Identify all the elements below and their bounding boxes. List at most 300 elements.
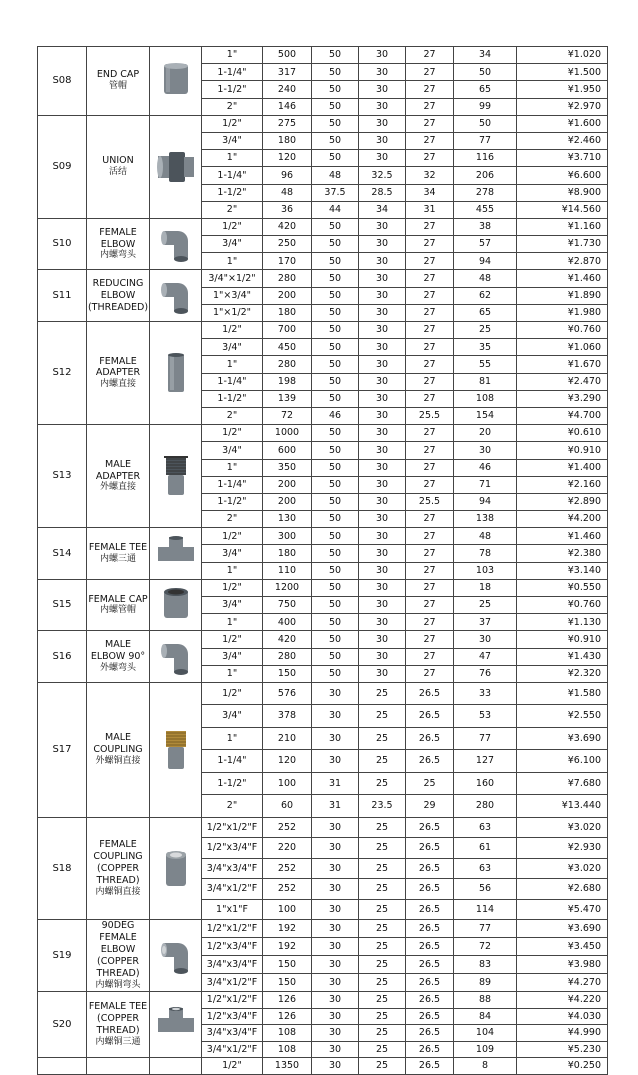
cell-size: 3/4"x1/2"F xyxy=(202,974,263,992)
cell-weight: 63 xyxy=(454,817,517,838)
cell-quantity: 48 xyxy=(263,184,312,201)
cell-dim-h: 27 xyxy=(406,270,454,287)
cell-price: ¥0.910 xyxy=(517,442,608,459)
cell-dim-w: 30 xyxy=(359,322,406,339)
cell-dim-w: 25 xyxy=(359,1058,406,1075)
product-name-en: FEMALE CAP xyxy=(88,593,148,605)
cell-dim-h: 27 xyxy=(406,47,454,64)
cell-quantity: 420 xyxy=(263,631,312,648)
cell-price: ¥1.160 xyxy=(517,218,608,235)
cell-dim-w: 25 xyxy=(359,899,406,920)
product-name-en: REDUCING ELBOW (THREADED) xyxy=(87,277,149,313)
cell-size: 3/4"×1/2" xyxy=(202,270,263,287)
product-name-en: 90DEG FEMALE ELBOW (COPPER THREAD) xyxy=(96,920,140,979)
product-name-en: MALE ELBOW 90° xyxy=(90,639,146,663)
cell-size: 1" xyxy=(202,614,263,631)
cell-dim-l: 50 xyxy=(312,425,359,442)
cell-dim-h: 27 xyxy=(406,528,454,545)
table-row xyxy=(38,47,608,64)
cell-quantity: 146 xyxy=(263,98,312,115)
product-name-en: FEMALE ELBOW xyxy=(99,226,137,250)
cell-quantity: 1350 xyxy=(263,1058,312,1075)
cell-weight: 48 xyxy=(454,528,517,545)
cell-dim-w: 32.5 xyxy=(359,167,406,184)
cell-quantity: 400 xyxy=(263,614,312,631)
cell-dim-w: 30 xyxy=(359,81,406,98)
cell-price: ¥1.460 xyxy=(517,528,608,545)
cell-weight: 127 xyxy=(454,750,517,773)
cell-dim-l: 50 xyxy=(312,528,359,545)
elbow-fitting-icon xyxy=(154,221,198,267)
cell-quantity: 72 xyxy=(263,407,312,424)
product-code: S19 xyxy=(38,920,87,992)
product-code: S13 xyxy=(38,425,87,528)
cell-dim-l: 50 xyxy=(312,270,359,287)
product-name xyxy=(87,218,150,270)
cell-weight: 46 xyxy=(454,459,517,476)
cell-dim-w: 30 xyxy=(359,562,406,579)
cell-quantity: 378 xyxy=(263,705,312,728)
cell-dim-w: 23.5 xyxy=(359,795,406,818)
cell-dim-h: 34 xyxy=(406,184,454,201)
cell-quantity: 120 xyxy=(263,150,312,167)
cell-price: ¥2.320 xyxy=(517,665,608,682)
cell-weight: 88 xyxy=(454,992,517,1009)
cell-price: ¥7.680 xyxy=(517,772,608,795)
cell-price: ¥2.890 xyxy=(517,493,608,510)
cell-dim-h: 26.5 xyxy=(406,974,454,992)
cell-quantity: 120 xyxy=(263,750,312,773)
cell-dim-l: 50 xyxy=(312,511,359,528)
cell-size: 1"x1"F xyxy=(202,899,263,920)
cell-quantity: 180 xyxy=(263,545,312,562)
cell-dim-w: 30 xyxy=(359,287,406,304)
product-code xyxy=(38,1058,87,1075)
cell-dim-h: 27 xyxy=(406,218,454,235)
cell-size: 1/2" xyxy=(202,322,263,339)
cell-dim-w: 28.5 xyxy=(359,184,406,201)
table-row xyxy=(38,528,608,545)
cell-weight: 83 xyxy=(454,956,517,974)
cell-size: 3/4"x3/4"F xyxy=(202,1025,263,1042)
cell-dim-l: 30 xyxy=(312,938,359,956)
cell-dim-l: 50 xyxy=(312,304,359,321)
cell-dim-l: 30 xyxy=(312,1025,359,1042)
product-code: S16 xyxy=(38,631,87,683)
cell-size: 3/4"x1/2"F xyxy=(202,1041,263,1058)
cell-weight: 77 xyxy=(454,920,517,938)
cell-weight: 77 xyxy=(454,132,517,149)
cell-size: 1" xyxy=(202,727,263,750)
cell-dim-w: 25 xyxy=(359,682,406,705)
cell-weight: 81 xyxy=(454,373,517,390)
cell-quantity: 200 xyxy=(263,287,312,304)
cell-dim-h: 26.5 xyxy=(406,1025,454,1042)
cell-dim-l: 50 xyxy=(312,356,359,373)
product-code: S18 xyxy=(38,817,87,920)
cell-dim-h: 26.5 xyxy=(406,938,454,956)
cell-dim-w: 30 xyxy=(359,218,406,235)
cell-price: ¥1.400 xyxy=(517,459,608,476)
cell-dim-h: 27 xyxy=(406,562,454,579)
cell-price: ¥1.950 xyxy=(517,81,608,98)
cell-quantity: 180 xyxy=(263,132,312,149)
cell-dim-h: 27 xyxy=(406,597,454,614)
product-name-cn: 内螺铜弯头 xyxy=(95,979,141,990)
cell-quantity: 500 xyxy=(263,47,312,64)
cell-dim-l: 50 xyxy=(312,98,359,115)
cell-quantity: 150 xyxy=(263,665,312,682)
cell-quantity: 450 xyxy=(263,339,312,356)
cell-dim-w: 30 xyxy=(359,98,406,115)
cell-size: 3/4" xyxy=(202,597,263,614)
cell-quantity: 108 xyxy=(263,1025,312,1042)
cell-weight: 47 xyxy=(454,648,517,665)
product-code: S11 xyxy=(38,270,87,322)
cell-dim-h: 27 xyxy=(406,81,454,98)
cell-dim-w: 30 xyxy=(359,236,406,253)
cell-size: 1/2"x3/4"F xyxy=(202,938,263,956)
cell-dim-l: 50 xyxy=(312,81,359,98)
product-image xyxy=(150,47,202,116)
product-name xyxy=(87,528,150,580)
cell-dim-l: 30 xyxy=(312,682,359,705)
cell-price: ¥2.870 xyxy=(517,253,608,270)
cell-quantity: 192 xyxy=(263,920,312,938)
product-name-cn: 内螺铜直接 xyxy=(95,886,141,897)
table-row xyxy=(38,425,608,442)
product-image xyxy=(150,992,202,1058)
cell-dim-l: 30 xyxy=(312,705,359,728)
cell-price: ¥1.020 xyxy=(517,47,608,64)
cell-price: ¥1.500 xyxy=(517,64,608,81)
cell-quantity: 36 xyxy=(263,201,312,218)
cell-dim-h: 26.5 xyxy=(406,1008,454,1025)
cell-size: 2" xyxy=(202,795,263,818)
cell-dim-w: 30 xyxy=(359,270,406,287)
cell-weight: 18 xyxy=(454,579,517,596)
cell-weight: 34 xyxy=(454,47,517,64)
cell-dim-h: 26.5 xyxy=(406,838,454,859)
cell-dim-h: 27 xyxy=(406,425,454,442)
cell-quantity: 280 xyxy=(263,648,312,665)
cell-dim-h: 26.5 xyxy=(406,750,454,773)
product-name-en: END CAP xyxy=(96,69,140,81)
cell-size: 3/4" xyxy=(202,648,263,665)
product-name xyxy=(87,322,150,425)
product-name xyxy=(87,920,150,992)
cell-dim-h: 25.5 xyxy=(406,407,454,424)
tee-fitting-icon xyxy=(154,531,198,577)
cell-size: 1" xyxy=(202,253,263,270)
cell-price: ¥5.470 xyxy=(517,899,608,920)
cell-dim-w: 30 xyxy=(359,132,406,149)
cell-dim-h: 26.5 xyxy=(406,920,454,938)
product-image xyxy=(150,528,202,580)
cell-price: ¥1.580 xyxy=(517,682,608,705)
cell-quantity: 1000 xyxy=(263,425,312,442)
cell-weight: 33 xyxy=(454,682,517,705)
product-image xyxy=(150,579,202,631)
cell-dim-w: 25 xyxy=(359,705,406,728)
cell-dim-h: 27 xyxy=(406,253,454,270)
cell-weight: 116 xyxy=(454,150,517,167)
cell-weight: 154 xyxy=(454,407,517,424)
cell-dim-l: 50 xyxy=(312,648,359,665)
product-name xyxy=(87,992,150,1058)
cell-price: ¥3.450 xyxy=(517,938,608,956)
cell-dim-w: 30 xyxy=(359,407,406,424)
cell-size: 3/4" xyxy=(202,705,263,728)
cell-size: 3/4" xyxy=(202,545,263,562)
adapter-fitting-icon xyxy=(154,350,198,396)
cell-dim-w: 30 xyxy=(359,631,406,648)
cell-dim-w: 30 xyxy=(359,597,406,614)
cell-weight: 8 xyxy=(454,1058,517,1075)
cell-dim-l: 50 xyxy=(312,390,359,407)
cell-dim-l: 50 xyxy=(312,631,359,648)
cell-dim-l: 50 xyxy=(312,287,359,304)
cell-dim-w: 30 xyxy=(359,528,406,545)
cell-dim-h: 27 xyxy=(406,322,454,339)
cell-quantity: 1200 xyxy=(263,579,312,596)
cell-weight: 84 xyxy=(454,1008,517,1025)
cell-dim-l: 50 xyxy=(312,253,359,270)
product-image xyxy=(150,115,202,218)
cell-dim-l: 30 xyxy=(312,920,359,938)
cell-dim-h: 26.5 xyxy=(406,879,454,900)
cell-weight: 30 xyxy=(454,631,517,648)
cell-dim-l: 30 xyxy=(312,974,359,992)
cell-dim-l: 30 xyxy=(312,1041,359,1058)
cell-size: 1/2" xyxy=(202,682,263,705)
cell-quantity: 252 xyxy=(263,879,312,900)
cell-weight: 278 xyxy=(454,184,517,201)
product-name-en: MALE ADAPTER xyxy=(95,458,141,482)
product-code: S10 xyxy=(38,218,87,270)
cell-dim-w: 25 xyxy=(359,750,406,773)
cell-dim-w: 30 xyxy=(359,115,406,132)
product-code: S15 xyxy=(38,579,87,631)
cell-weight: 50 xyxy=(454,64,517,81)
product-name-en: FEMALE TEE xyxy=(88,541,148,553)
cell-quantity: 600 xyxy=(263,442,312,459)
cell-dim-w: 30 xyxy=(359,665,406,682)
cell-price: ¥13.440 xyxy=(517,795,608,818)
cell-dim-l: 50 xyxy=(312,476,359,493)
product-code: S08 xyxy=(38,47,87,116)
cell-price: ¥4.220 xyxy=(517,992,608,1009)
cell-dim-h: 27 xyxy=(406,648,454,665)
cell-size: 2" xyxy=(202,407,263,424)
cell-dim-h: 27 xyxy=(406,236,454,253)
cell-weight: 53 xyxy=(454,705,517,728)
cell-size: 1" xyxy=(202,459,263,476)
table-row xyxy=(38,682,608,705)
cell-weight: 104 xyxy=(454,1025,517,1042)
cell-price: ¥2.680 xyxy=(517,879,608,900)
cell-price: ¥2.460 xyxy=(517,132,608,149)
cell-dim-l: 50 xyxy=(312,579,359,596)
cell-quantity: 126 xyxy=(263,1008,312,1025)
cell-dim-w: 25 xyxy=(359,920,406,938)
cell-dim-w: 30 xyxy=(359,253,406,270)
cell-weight: 71 xyxy=(454,476,517,493)
cell-dim-h: 26.5 xyxy=(406,682,454,705)
cell-dim-w: 25 xyxy=(359,992,406,1009)
cell-weight: 65 xyxy=(454,304,517,321)
cell-dim-h: 26.5 xyxy=(406,1058,454,1075)
table-row xyxy=(38,631,608,648)
cell-dim-h: 26.5 xyxy=(406,817,454,838)
maleadapter-fitting-icon xyxy=(154,453,198,499)
cell-price: ¥3.290 xyxy=(517,390,608,407)
cell-dim-w: 30 xyxy=(359,356,406,373)
cell-weight: 94 xyxy=(454,493,517,510)
cell-dim-l: 50 xyxy=(312,150,359,167)
cell-size: 1-1/4" xyxy=(202,64,263,81)
product-name xyxy=(87,631,150,683)
product-name-en: FEMALE COUPLING (COPPER THREAD) xyxy=(93,839,143,886)
cell-dim-w: 25 xyxy=(359,1041,406,1058)
cell-price: ¥3.690 xyxy=(517,727,608,750)
cell-quantity: 317 xyxy=(263,64,312,81)
cell-dim-l: 48 xyxy=(312,167,359,184)
cell-price: ¥4.990 xyxy=(517,1025,608,1042)
cell-weight: 25 xyxy=(454,322,517,339)
cell-dim-l: 31 xyxy=(312,772,359,795)
cell-quantity: 150 xyxy=(263,956,312,974)
cell-price: ¥6.100 xyxy=(517,750,608,773)
cell-weight: 50 xyxy=(454,115,517,132)
cell-dim-w: 25 xyxy=(359,727,406,750)
product-image xyxy=(150,270,202,322)
table-row xyxy=(38,322,608,339)
cell-dim-l: 50 xyxy=(312,64,359,81)
cell-dim-h: 27 xyxy=(406,98,454,115)
cell-size: 3/4"x3/4"F xyxy=(202,956,263,974)
cell-weight: 94 xyxy=(454,253,517,270)
cell-weight: 76 xyxy=(454,665,517,682)
product-image xyxy=(150,682,202,817)
product-name xyxy=(87,47,150,116)
cell-quantity: 96 xyxy=(263,167,312,184)
cell-dim-l: 50 xyxy=(312,218,359,235)
cell-weight: 65 xyxy=(454,81,517,98)
cell-price: ¥1.060 xyxy=(517,339,608,356)
product-name-cn: 管帽 xyxy=(108,81,127,92)
cell-size: 1-1/2" xyxy=(202,81,263,98)
cell-dim-l: 30 xyxy=(312,992,359,1009)
cell-price: ¥1.890 xyxy=(517,287,608,304)
cell-price: ¥2.970 xyxy=(517,98,608,115)
product-name-cn: 内螺铜三通 xyxy=(95,1036,141,1047)
cell-price: ¥3.140 xyxy=(517,562,608,579)
product-image xyxy=(150,425,202,528)
cell-price: ¥1.130 xyxy=(517,614,608,631)
product-name-en: FEMALE TEE (COPPER THREAD) xyxy=(88,1001,148,1036)
product-code: S17 xyxy=(38,682,87,817)
cell-quantity: 200 xyxy=(263,476,312,493)
cell-weight: 160 xyxy=(454,772,517,795)
cell-quantity: 300 xyxy=(263,528,312,545)
cell-dim-w: 25 xyxy=(359,1008,406,1025)
cell-dim-l: 50 xyxy=(312,545,359,562)
cell-price: ¥0.760 xyxy=(517,597,608,614)
product-name xyxy=(87,115,150,218)
cell-dim-h: 27 xyxy=(406,373,454,390)
cell-dim-w: 30 xyxy=(359,150,406,167)
cell-quantity: 130 xyxy=(263,511,312,528)
cell-price: ¥1.980 xyxy=(517,304,608,321)
product-image xyxy=(150,322,202,425)
cell-weight: 56 xyxy=(454,879,517,900)
cell-dim-w: 25 xyxy=(359,974,406,992)
cell-price: ¥2.160 xyxy=(517,476,608,493)
cell-size: 3/4" xyxy=(202,236,263,253)
cell-weight: 25 xyxy=(454,597,517,614)
cell-price: ¥2.930 xyxy=(517,838,608,859)
cell-dim-w: 25 xyxy=(359,938,406,956)
cell-dim-w: 30 xyxy=(359,339,406,356)
cell-dim-h: 27 xyxy=(406,339,454,356)
cell-weight: 103 xyxy=(454,562,517,579)
cell-price: ¥1.730 xyxy=(517,236,608,253)
cell-dim-w: 25 xyxy=(359,956,406,974)
cell-dim-h: 27 xyxy=(406,304,454,321)
cell-dim-l: 30 xyxy=(312,727,359,750)
cell-dim-w: 25 xyxy=(359,817,406,838)
cell-dim-l: 30 xyxy=(312,817,359,838)
cell-dim-w: 30 xyxy=(359,648,406,665)
cell-quantity: 198 xyxy=(263,373,312,390)
cell-quantity: 180 xyxy=(263,304,312,321)
cell-price: ¥2.470 xyxy=(517,373,608,390)
cell-quantity: 576 xyxy=(263,682,312,705)
cell-dim-h: 27 xyxy=(406,511,454,528)
cell-price: ¥1.600 xyxy=(517,115,608,132)
cell-weight: 35 xyxy=(454,339,517,356)
cell-price: ¥3.980 xyxy=(517,956,608,974)
union-fitting-icon xyxy=(154,144,198,190)
cell-dim-h: 27 xyxy=(406,665,454,682)
cell-dim-l: 30 xyxy=(312,750,359,773)
cell-dim-w: 34 xyxy=(359,201,406,218)
cell-dim-w: 30 xyxy=(359,47,406,64)
cell-dim-l: 50 xyxy=(312,442,359,459)
product-code: S09 xyxy=(38,115,87,218)
cell-dim-h: 27 xyxy=(406,614,454,631)
cell-size: 3/4"x3/4"F xyxy=(202,858,263,879)
cell-price: ¥4.030 xyxy=(517,1008,608,1025)
cell-size: 1/2" xyxy=(202,1058,263,1075)
product-name-en: FEMALE ADAPTER xyxy=(95,355,141,379)
cell-dim-w: 30 xyxy=(359,459,406,476)
cell-dim-h: 27 xyxy=(406,459,454,476)
teesteel-fitting-icon xyxy=(154,1002,198,1048)
femalecap-fitting-icon xyxy=(154,582,198,628)
cell-size: 1-1/2" xyxy=(202,184,263,201)
product-name xyxy=(87,579,150,631)
product-name-en: MALE COUPLING xyxy=(93,732,143,756)
cell-dim-h: 27 xyxy=(406,476,454,493)
cell-dim-w: 25 xyxy=(359,858,406,879)
cell-size: 1-1/4" xyxy=(202,476,263,493)
cell-price: ¥0.760 xyxy=(517,322,608,339)
cell-dim-l: 50 xyxy=(312,562,359,579)
cell-quantity: 252 xyxy=(263,817,312,838)
cell-size: 1-1/2" xyxy=(202,390,263,407)
